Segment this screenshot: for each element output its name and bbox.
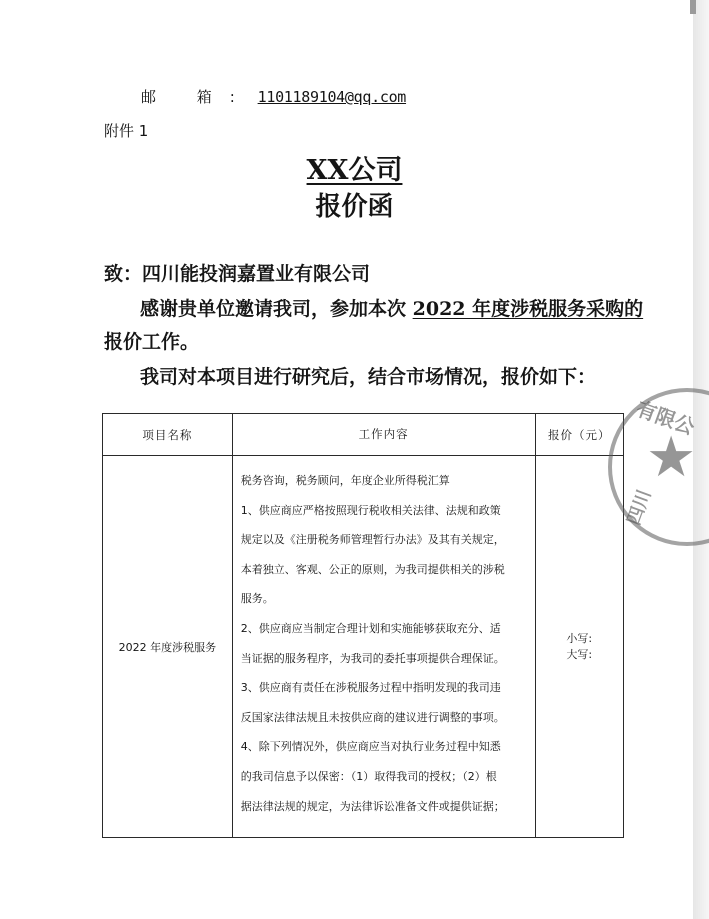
header-price: 报价（元） xyxy=(535,414,623,456)
corner-mark xyxy=(690,0,696,14)
work-line: 据法律法规的规定，为法律诉讼准备文件或提供证据； xyxy=(240,799,505,813)
price-small-label: 小写: xyxy=(566,631,593,645)
company-title xyxy=(0,148,709,187)
price-cell xyxy=(535,456,623,838)
work-line: 3、供应商有责任在涉税服务过程中指明发现的我司违 xyxy=(240,681,501,695)
work-line: 1、供应商应严格按照现行税收相关法律、法规和政策 xyxy=(240,503,501,517)
work-line: 2、供应商应当制定合理计划和实施能够获取充分、适 xyxy=(240,621,501,635)
header-work-content: 工作内容 xyxy=(232,414,535,456)
table-row xyxy=(103,456,624,838)
work-line: 的我司信息予以保密：（1）取得我司的授权；（2）根 xyxy=(240,769,497,783)
intro-line-1-underlined: 2022 年度涉税服务采购的 xyxy=(412,298,644,320)
work-line: 服务。 xyxy=(240,592,274,606)
recipient-line: 致：四川能投润嘉置业有限公司 xyxy=(104,263,371,285)
price-large-label: 大写: xyxy=(566,647,593,661)
item-name-cell: 2022 年度涉税服务 xyxy=(103,456,233,838)
work-line: 反国家法律法规且未按供应商的建议进行调整的事项。 xyxy=(240,710,505,724)
intro-line-1 xyxy=(140,294,643,321)
intro-line-3: 我司对本项目进行研究后，结合市场情况，报价如下： xyxy=(140,366,597,388)
email-line xyxy=(141,86,406,107)
seal-top-text: 有限公 xyxy=(633,396,698,440)
email-label: 邮 箱: xyxy=(141,88,253,106)
seal-bottom-text: 四川 xyxy=(623,487,656,529)
work-line: 当证据的服务程序，为我司的委托事项提供合理保证。 xyxy=(240,651,505,665)
quote-table xyxy=(102,413,624,838)
seal-star-icon: ★ xyxy=(646,425,697,490)
attachment-label: 附件 1 xyxy=(104,122,149,140)
intro-line-2: 报价工作。 xyxy=(104,331,200,353)
email-value: 1101189104@qq.com xyxy=(257,88,407,106)
work-line: 规定以及《注册税务师管理暂行办法》及其有关规定， xyxy=(240,533,505,547)
table-header-row xyxy=(103,414,624,456)
intro-line-1-text: 感谢贵单位邀请我司，参加本次 xyxy=(140,298,407,320)
work-content-cell xyxy=(232,456,535,838)
header-item-name: 项目名称 xyxy=(103,414,233,456)
doc-title: 报价函 xyxy=(315,192,394,222)
company-title-text: XX公司 xyxy=(306,155,403,186)
work-line: 税务咨询，税务顾问，年度企业所得税汇算 xyxy=(240,474,450,487)
work-line: 本着独立、客观、公正的原则，为我司提供相关的涉税 xyxy=(240,562,505,576)
work-line: 4、除下列情况外，供应商应当对执行业务过程中知悉 xyxy=(240,740,501,754)
